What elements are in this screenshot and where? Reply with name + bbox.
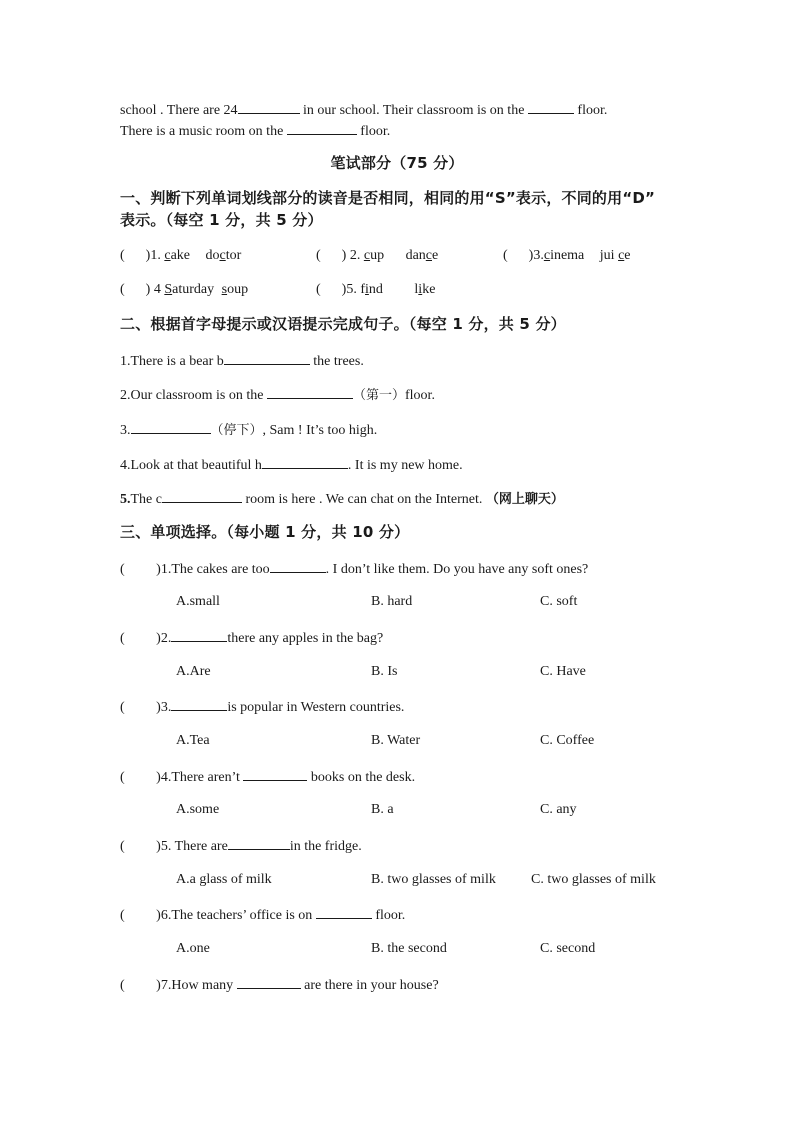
answer-paren[interactable]: ( bbox=[120, 700, 157, 715]
answer-paren[interactable]: ( bbox=[120, 248, 146, 263]
part2-sentence-4: 4.Look at that beautiful h . It is my new home. bbox=[120, 455, 463, 475]
underlined-letter: c bbox=[164, 248, 171, 263]
answer-blank[interactable] bbox=[316, 905, 372, 919]
underlined-letter: S bbox=[164, 282, 173, 297]
answer-blank[interactable] bbox=[287, 121, 357, 135]
item-number: )1. bbox=[145, 248, 165, 263]
option-b[interactable]: B. a bbox=[371, 802, 394, 817]
underlined-letter: i bbox=[365, 282, 369, 297]
underlined-letter: s bbox=[221, 282, 228, 297]
underlined-letter: c bbox=[618, 248, 625, 263]
answer-blank[interactable] bbox=[228, 836, 290, 850]
answer-blank[interactable] bbox=[262, 455, 348, 469]
option-b[interactable]: B. hard bbox=[371, 594, 413, 609]
option-b[interactable]: B. Water bbox=[371, 733, 421, 748]
answer-blank[interactable] bbox=[270, 559, 326, 573]
answer-paren[interactable]: ( bbox=[120, 770, 157, 785]
answer-paren[interactable]: ( bbox=[120, 908, 157, 923]
answer-paren[interactable]: ( bbox=[316, 248, 342, 263]
option-c[interactable]: C. two glasses of milk bbox=[531, 872, 656, 887]
underlined-letter: i bbox=[418, 282, 423, 297]
mc-question-6: ( )6.The teachers’ office is on floor. bbox=[120, 905, 405, 925]
part1-item-1: ( )1. cake doctor bbox=[120, 248, 242, 263]
option-a[interactable]: A.Are bbox=[176, 664, 211, 679]
passage-text: school . There are 24 bbox=[120, 103, 238, 118]
answer-blank[interactable] bbox=[238, 100, 300, 114]
answer-blank[interactable] bbox=[267, 385, 353, 399]
answer-blank[interactable] bbox=[131, 420, 211, 434]
part1-heading-line2: 表示。（每空 1 分，共 5 分） bbox=[120, 211, 323, 229]
answer-paren[interactable]: ( bbox=[503, 248, 529, 263]
item-number: ) 2. bbox=[341, 248, 364, 263]
option-a[interactable]: A.small bbox=[176, 594, 220, 609]
passage-line-1 bbox=[120, 100, 607, 120]
answer-blank[interactable] bbox=[162, 489, 242, 503]
answer-paren[interactable]: ( bbox=[120, 631, 157, 646]
option-c[interactable]: C. soft bbox=[540, 594, 578, 609]
chinese-hint: （网上聊天） bbox=[485, 492, 564, 507]
option-a[interactable]: A.some bbox=[176, 802, 220, 817]
part1-heading-line1: 一、判断下列单词划线部分的读音是否相同，相同的用“S”表示，不同的用“D” bbox=[120, 189, 656, 207]
passage-text: in our school. Their classroom is on the bbox=[303, 103, 525, 118]
mc-question-3: ( )3. is popular in Western countries. bbox=[120, 697, 404, 717]
mc-question-5: ( )5. There are in the fridge. bbox=[120, 836, 362, 856]
passage-text: There is a music room on the bbox=[120, 124, 284, 139]
option-b[interactable]: B. two glasses of milk bbox=[371, 872, 496, 887]
item-number: )5. bbox=[341, 282, 361, 297]
part1-item-5: ( )5. find like bbox=[316, 282, 436, 297]
answer-paren[interactable]: ( bbox=[120, 282, 146, 297]
option-c[interactable]: C. Have bbox=[540, 664, 586, 679]
mc-question-2: ( )2. there any apples in the bag? bbox=[120, 628, 383, 648]
option-c[interactable]: C. Coffee bbox=[540, 733, 595, 748]
part1-item-4: ( ) 4 Saturday soup bbox=[120, 282, 249, 297]
underlined-letter: c bbox=[219, 248, 226, 263]
option-a[interactable]: A.Tea bbox=[176, 733, 210, 748]
part2-sentence-5: 5.The c room is here . We can chat on the Internet. （网上聊天） bbox=[120, 489, 564, 509]
answer-blank[interactable] bbox=[237, 975, 301, 989]
item-number: ) 4 bbox=[145, 282, 165, 297]
option-a[interactable]: A.a glass of milk bbox=[176, 872, 272, 887]
underlined-letter: c bbox=[425, 248, 432, 263]
answer-blank[interactable] bbox=[171, 628, 227, 642]
part2-sentence-2: 2.Our classroom is on the （第一）floor. bbox=[120, 385, 435, 405]
answer-blank[interactable] bbox=[243, 767, 307, 781]
part2-sentence-3: 3. （停下）, Sam ! It’s too high. bbox=[120, 420, 377, 440]
underlined-letter: c bbox=[363, 248, 371, 263]
part2-heading: 二、根据首字母提示或汉语提示完成句子。（每空 1 分，共 5 分） bbox=[120, 315, 566, 333]
passage-line-2 bbox=[120, 121, 390, 141]
mc-question-4: ( )4.There aren’t books on the desk. bbox=[120, 767, 415, 787]
part1-item-3: ( )3.cinema jui ce bbox=[503, 248, 631, 263]
chinese-hint: （第一） bbox=[352, 388, 405, 403]
answer-blank[interactable] bbox=[171, 697, 227, 711]
item-number: )3. bbox=[528, 248, 544, 263]
mc-question-1: ( )1.The cakes are too . I don’t like them. Do you have any soft ones? bbox=[120, 559, 588, 579]
chinese-hint: （停下） bbox=[210, 423, 263, 438]
answer-paren[interactable]: ( bbox=[120, 839, 157, 854]
part1-item-2: ( ) 2. cup dance bbox=[316, 248, 439, 263]
mc-question-7: ( )7.How many are there in your house? bbox=[120, 975, 439, 995]
option-b[interactable]: B. Is bbox=[371, 664, 398, 679]
option-c[interactable]: C. second bbox=[540, 941, 596, 956]
part2-sentence-1: 1.There is a bear b the trees. bbox=[120, 351, 364, 371]
answer-blank[interactable] bbox=[528, 100, 574, 114]
passage-text: floor. bbox=[577, 103, 608, 118]
option-c[interactable]: C. any bbox=[540, 802, 577, 817]
part3-heading: 三、单项选择。（每小题 1 分，共 10 分） bbox=[120, 523, 410, 541]
answer-paren[interactable]: ( bbox=[316, 282, 342, 297]
option-a[interactable]: A.one bbox=[176, 941, 210, 956]
option-b[interactable]: B. the second bbox=[371, 941, 447, 956]
answer-paren[interactable]: ( bbox=[120, 978, 157, 993]
answer-blank[interactable] bbox=[224, 351, 310, 365]
section-title: 笔试部分（75 分） bbox=[330, 154, 464, 172]
underlined-letter: c bbox=[543, 248, 551, 263]
answer-paren[interactable]: ( bbox=[120, 562, 157, 577]
passage-text: floor. bbox=[360, 124, 391, 139]
